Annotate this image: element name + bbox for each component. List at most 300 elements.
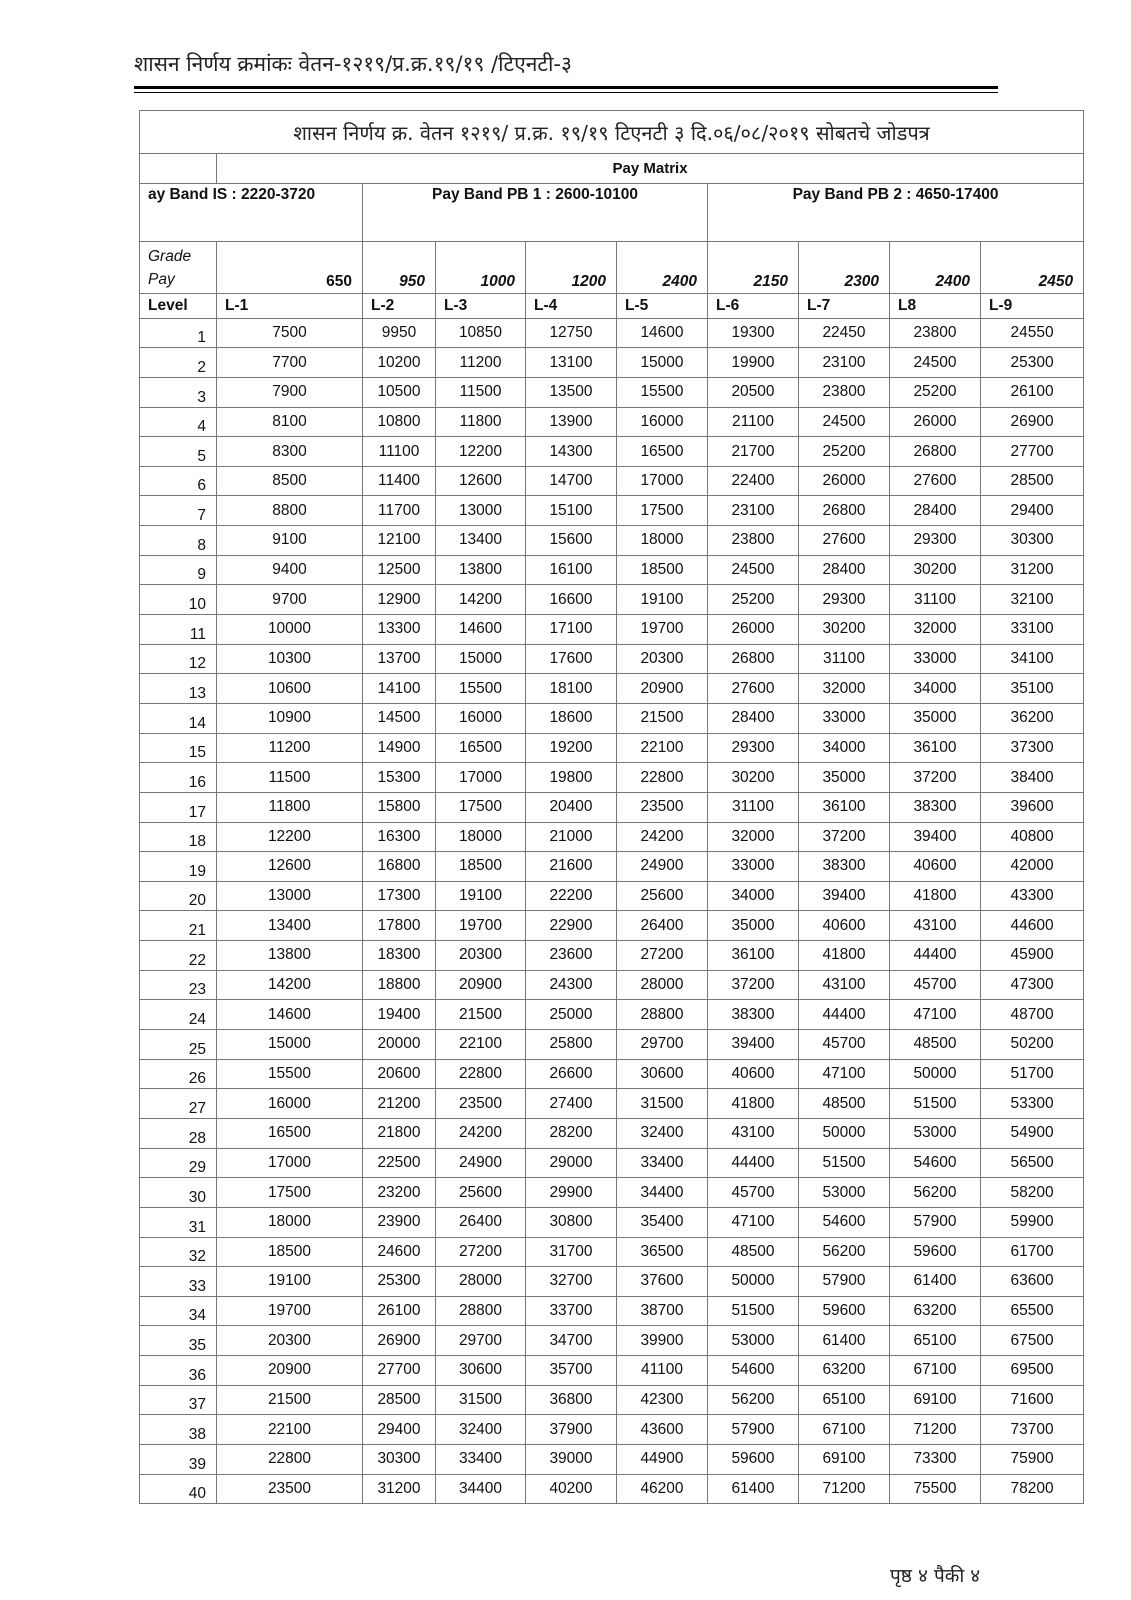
row-index-cell: 24: [140, 1000, 217, 1030]
table-row: [140, 1237, 1084, 1267]
pay-cell: 16000: [436, 703, 526, 733]
pay-cell: 20500: [708, 377, 799, 407]
pay-cell: 25200: [890, 377, 981, 407]
pay-cell: 41800: [799, 941, 890, 971]
pay-cell: 30600: [436, 1356, 526, 1386]
pay-cell: 25600: [617, 881, 708, 911]
pay-cell: 19400: [363, 1000, 436, 1030]
pay-cell: 29300: [890, 526, 981, 556]
pay-cell: 33000: [799, 703, 890, 733]
pay-cell: 15000: [436, 644, 526, 674]
pay-cell: 58200: [981, 1178, 1084, 1208]
pay-cell: 22800: [436, 1059, 526, 1089]
pay-cell: 19100: [436, 881, 526, 911]
pay-cell: 18800: [363, 970, 436, 1000]
pay-cell: 23600: [526, 941, 617, 971]
pay-cell: 26800: [799, 496, 890, 526]
table-row: [140, 615, 1084, 645]
grade-pay-cell: 2400: [890, 241, 981, 293]
pay-cell: 23100: [799, 348, 890, 378]
pay-cell: 23500: [217, 1474, 363, 1504]
table-row: [140, 1474, 1084, 1504]
pay-cell: 23900: [363, 1207, 436, 1237]
pay-cell: 15300: [363, 763, 436, 793]
pay-cell: 16500: [217, 1118, 363, 1148]
pay-cell: 65100: [799, 1385, 890, 1415]
pay-cell: 32000: [799, 674, 890, 704]
pay-cell: 54600: [708, 1356, 799, 1386]
pay-cell: 8300: [217, 437, 363, 467]
pay-cell: 27200: [436, 1237, 526, 1267]
pay-matrix-table: [139, 110, 1084, 1504]
table-row: [140, 348, 1084, 378]
table-row: [140, 585, 1084, 615]
pay-cell: 43600: [617, 1415, 708, 1445]
pay-cell: 51700: [981, 1059, 1084, 1089]
pay-cell: 15500: [217, 1059, 363, 1089]
pay-cell: 39600: [981, 792, 1084, 822]
pay-cell: 67500: [981, 1326, 1084, 1356]
pay-cell: 47300: [981, 970, 1084, 1000]
pay-cell: 36500: [617, 1237, 708, 1267]
pay-cell: 11500: [217, 763, 363, 793]
pay-cell: 69100: [799, 1444, 890, 1474]
row-index-cell: 16: [140, 763, 217, 793]
pay-cell: 39400: [708, 1030, 799, 1060]
pay-cell: 57900: [799, 1267, 890, 1297]
pay-cell: 19300: [708, 318, 799, 348]
pay-cell: 7700: [217, 348, 363, 378]
row-index-cell: 36: [140, 1356, 217, 1386]
pay-cell: 54600: [799, 1207, 890, 1237]
pay-cell: 73300: [890, 1444, 981, 1474]
row-index-cell: 23: [140, 970, 217, 1000]
row-index-cell: 5: [140, 437, 217, 467]
pay-cell: 61700: [981, 1237, 1084, 1267]
pay-cell: 56200: [890, 1178, 981, 1208]
pay-band-pb2: Pay Band PB 2 : 4650-17400: [708, 183, 1084, 241]
grade-pay-cell: 1200: [526, 241, 617, 293]
pay-cell: 34000: [890, 674, 981, 704]
pay-cell: 73700: [981, 1415, 1084, 1445]
pay-cell: 22800: [617, 763, 708, 793]
pay-cell: 32000: [890, 615, 981, 645]
pay-cell: 25200: [708, 585, 799, 615]
pay-cell: 17000: [617, 466, 708, 496]
row-index-cell: 34: [140, 1296, 217, 1326]
table-row: [140, 1178, 1084, 1208]
pay-cell: 56200: [799, 1237, 890, 1267]
row-index-cell: 6: [140, 466, 217, 496]
row-index-cell: 15: [140, 733, 217, 763]
pay-cell: 31500: [617, 1089, 708, 1119]
row-index-cell: 2: [140, 348, 217, 378]
page-number: पृष्ठ ४ पैकी ४: [890, 1565, 981, 1587]
pay-cell: 14700: [526, 466, 617, 496]
table-row: [140, 407, 1084, 437]
pay-cell: 10300: [217, 644, 363, 674]
grade-pay-cell: 2150: [708, 241, 799, 293]
pay-cell: 13900: [526, 407, 617, 437]
table-row: [140, 1444, 1084, 1474]
pay-cell: 37200: [708, 970, 799, 1000]
pay-cell: 48500: [890, 1030, 981, 1060]
table-row: [140, 1089, 1084, 1119]
pay-cell: 13800: [217, 941, 363, 971]
pay-cell: 14500: [363, 703, 436, 733]
pay-cell: 19100: [217, 1267, 363, 1297]
pay-cell: 23500: [617, 792, 708, 822]
pay-cell: 45700: [890, 970, 981, 1000]
pay-cell: 41800: [890, 881, 981, 911]
pay-cell: 45700: [799, 1030, 890, 1060]
pay-cell: 37300: [981, 733, 1084, 763]
pay-cell: 45900: [981, 941, 1084, 971]
pay-cell: 32400: [436, 1415, 526, 1445]
row-index-cell: 10: [140, 585, 217, 615]
pay-cell: 67100: [890, 1356, 981, 1386]
row-index-cell: 40: [140, 1474, 217, 1504]
table-row: [140, 1356, 1084, 1386]
row-index-cell: 11: [140, 615, 217, 645]
pay-cell: 53300: [981, 1089, 1084, 1119]
pay-cell: 21500: [217, 1385, 363, 1415]
row-index-cell: 17: [140, 792, 217, 822]
pay-cell: 24300: [526, 970, 617, 1000]
pay-cell: 57900: [890, 1207, 981, 1237]
table-row: [140, 1296, 1084, 1326]
pay-cell: 33400: [617, 1148, 708, 1178]
pay-cell: 16800: [363, 852, 436, 882]
pay-cell: 50200: [981, 1030, 1084, 1060]
pay-cell: 31200: [981, 555, 1084, 585]
pay-cell: 9100: [217, 526, 363, 556]
table-row: [140, 1207, 1084, 1237]
level-header-cell: L-5: [617, 293, 708, 318]
pay-cell: 26900: [363, 1326, 436, 1356]
grade-pay-cell: 950: [363, 241, 436, 293]
pay-cell: 24500: [890, 348, 981, 378]
pay-cell: 63200: [890, 1296, 981, 1326]
grade-pay-cell: 2450: [981, 241, 1084, 293]
table-row: [140, 941, 1084, 971]
pay-cell: 48500: [708, 1237, 799, 1267]
row-index-cell: 14: [140, 703, 217, 733]
pay-cell: 15800: [363, 792, 436, 822]
pay-cell: 16300: [363, 822, 436, 852]
pay-cell: 18000: [617, 526, 708, 556]
table-row: [140, 1267, 1084, 1297]
pay-cell: 18500: [217, 1237, 363, 1267]
pay-cell: 16500: [617, 437, 708, 467]
pay-cell: 16000: [617, 407, 708, 437]
pay-cell: 69500: [981, 1356, 1084, 1386]
pay-cell: 17500: [217, 1178, 363, 1208]
level-header-cell: L-2: [363, 293, 436, 318]
pay-cell: 46200: [617, 1474, 708, 1504]
row-index-cell: 37: [140, 1385, 217, 1415]
pay-cell: 32100: [981, 585, 1084, 615]
pay-cell: 40600: [890, 852, 981, 882]
pay-cell: 29000: [526, 1148, 617, 1178]
pay-cell: 21500: [617, 703, 708, 733]
level-header-cell: L8: [890, 293, 981, 318]
row-index-cell: 30: [140, 1178, 217, 1208]
row-index-cell: 38: [140, 1415, 217, 1445]
pay-cell: 12600: [436, 466, 526, 496]
pay-cell: 12600: [217, 852, 363, 882]
pay-cell: 71600: [981, 1385, 1084, 1415]
table-row: [140, 1059, 1084, 1089]
pay-cell: 17800: [363, 911, 436, 941]
pay-cell: 19900: [708, 348, 799, 378]
pay-cell: 22100: [617, 733, 708, 763]
row-index-cell: 8: [140, 526, 217, 556]
pay-cell: 31500: [436, 1385, 526, 1415]
pay-cell: 10500: [363, 377, 436, 407]
pay-cell: 8800: [217, 496, 363, 526]
pay-cell: 14600: [436, 615, 526, 645]
row-index-cell: 39: [140, 1444, 217, 1474]
pay-cell: 21600: [526, 852, 617, 882]
pay-cell: 48700: [981, 1000, 1084, 1030]
pay-cell: 30200: [708, 763, 799, 793]
pay-cell: 28400: [708, 703, 799, 733]
pay-cell: 40600: [708, 1059, 799, 1089]
pay-cell: 16100: [526, 555, 617, 585]
pay-cell: 44400: [708, 1148, 799, 1178]
pay-cell: 15600: [526, 526, 617, 556]
pay-cell: 11500: [436, 377, 526, 407]
pay-cell: 37600: [617, 1267, 708, 1297]
pay-cell: 18500: [436, 852, 526, 882]
table-row: [140, 852, 1084, 882]
pay-cell: 35400: [617, 1207, 708, 1237]
pay-cell: 24200: [617, 822, 708, 852]
header-rule-thin: [134, 92, 998, 93]
pay-cell: 63200: [799, 1356, 890, 1386]
pay-cell: 45700: [708, 1178, 799, 1208]
pay-cell: 26000: [890, 407, 981, 437]
pay-cell: 18000: [217, 1207, 363, 1237]
pay-cell: 67100: [799, 1415, 890, 1445]
pay-cell: 22900: [526, 911, 617, 941]
row-index-cell: 22: [140, 941, 217, 971]
pay-cell: 14600: [217, 1000, 363, 1030]
pay-cell: 21100: [708, 407, 799, 437]
pay-cell: 25600: [436, 1178, 526, 1208]
pay-cell: 27700: [363, 1356, 436, 1386]
pay-cell: 38400: [981, 763, 1084, 793]
level-header-cell: L-9: [981, 293, 1084, 318]
pay-cell: 78200: [981, 1474, 1084, 1504]
row-index-cell: 18: [140, 822, 217, 852]
table-row: [140, 496, 1084, 526]
pay-cell: 40200: [526, 1474, 617, 1504]
pay-cell: 13500: [526, 377, 617, 407]
pay-cell: 33100: [981, 615, 1084, 645]
pay-cell: 37200: [890, 763, 981, 793]
pay-cell: 20900: [217, 1356, 363, 1386]
pay-cell: 37200: [799, 822, 890, 852]
row-index-cell: 9: [140, 555, 217, 585]
pay-cell: 33400: [436, 1444, 526, 1474]
pay-cell: 25200: [799, 437, 890, 467]
pay-cell: 17500: [617, 496, 708, 526]
pay-cell: 13400: [436, 526, 526, 556]
row-index-cell: 13: [140, 674, 217, 704]
pay-cell: 23100: [708, 496, 799, 526]
row-index-cell: 32: [140, 1237, 217, 1267]
pay-cell: 71200: [890, 1415, 981, 1445]
pay-cell: 22450: [799, 318, 890, 348]
pay-cell: 28500: [981, 466, 1084, 496]
pay-cell: 47100: [890, 1000, 981, 1030]
table-row: [140, 911, 1084, 941]
pay-cell: 44600: [981, 911, 1084, 941]
pay-cell: 41800: [708, 1089, 799, 1119]
pay-cell: 43100: [708, 1118, 799, 1148]
row-index-cell: 27: [140, 1089, 217, 1119]
pay-cell: 28800: [436, 1296, 526, 1326]
table-row: [140, 466, 1084, 496]
pay-cell: 15500: [617, 377, 708, 407]
pay-cell: 13700: [363, 644, 436, 674]
pay-cell: 16600: [526, 585, 617, 615]
pay-cell: 13400: [217, 911, 363, 941]
pay-cell: 18000: [436, 822, 526, 852]
grade-pay-cell: 1000: [436, 241, 526, 293]
header-rule-thick: [134, 86, 998, 89]
table-row: [140, 377, 1084, 407]
pay-cell: 14600: [617, 318, 708, 348]
row-index-cell: 4: [140, 407, 217, 437]
row-index-cell: 31: [140, 1207, 217, 1237]
pay-cell: 51500: [708, 1296, 799, 1326]
pay-cell: 18600: [526, 703, 617, 733]
pay-cell: 17000: [217, 1148, 363, 1178]
pay-cell: 53000: [890, 1118, 981, 1148]
pay-cell: 20900: [436, 970, 526, 1000]
pay-cell: 29400: [363, 1415, 436, 1445]
pay-cell: 26600: [526, 1059, 617, 1089]
level-header-cell: L-4: [526, 293, 617, 318]
pay-cell: 15500: [436, 674, 526, 704]
level-header-cell: L-6: [708, 293, 799, 318]
pay-cell: 14100: [363, 674, 436, 704]
pay-cell: 39400: [799, 881, 890, 911]
pay-cell: 35000: [708, 911, 799, 941]
pay-cell: 13000: [217, 881, 363, 911]
pay-cell: 43100: [890, 911, 981, 941]
pay-cell: 28500: [363, 1385, 436, 1415]
table-row: [140, 822, 1084, 852]
pay-cell: 12100: [363, 526, 436, 556]
pay-cell: 19700: [617, 615, 708, 645]
pay-cell: 19700: [217, 1296, 363, 1326]
pay-cell: 56500: [981, 1148, 1084, 1178]
pay-cell: 25300: [363, 1267, 436, 1297]
row-index-cell: 19: [140, 852, 217, 882]
pay-cell: 34400: [436, 1474, 526, 1504]
pay-matrix-blank: [140, 154, 217, 184]
pay-cell: 24500: [799, 407, 890, 437]
pay-cell: 9700: [217, 585, 363, 615]
table-row: [140, 1030, 1084, 1060]
pay-cell: 39000: [526, 1444, 617, 1474]
grade-pay-label-line1: Grade: [148, 247, 192, 265]
pay-matrix-label: Pay Matrix: [217, 154, 1084, 184]
pay-cell: 29700: [436, 1326, 526, 1356]
pay-band-is: ay Band IS : 2220-3720: [140, 183, 363, 241]
pay-cell: 69100: [890, 1385, 981, 1415]
pay-cell: 30800: [526, 1207, 617, 1237]
pay-cell: 15000: [617, 348, 708, 378]
pay-cell: 9400: [217, 555, 363, 585]
table-row: [140, 733, 1084, 763]
pay-cell: 34400: [617, 1178, 708, 1208]
table-row: [140, 526, 1084, 556]
table-row: [140, 644, 1084, 674]
pay-cell: 32000: [708, 822, 799, 852]
pay-cell: 20300: [436, 941, 526, 971]
pay-cell: 12900: [363, 585, 436, 615]
pay-cell: 40600: [799, 911, 890, 941]
pay-cell: 13100: [526, 348, 617, 378]
pay-cell: 15000: [217, 1030, 363, 1060]
pay-cell: 26800: [708, 644, 799, 674]
pay-cell: 36200: [981, 703, 1084, 733]
table-row: [140, 970, 1084, 1000]
pay-cell: 35000: [890, 703, 981, 733]
pay-cell: 24500: [708, 555, 799, 585]
pay-cell: 65100: [890, 1326, 981, 1356]
pay-cell: 54900: [981, 1118, 1084, 1148]
table-row: [140, 1000, 1084, 1030]
pay-cell: 22400: [708, 466, 799, 496]
table-row: [140, 555, 1084, 585]
pay-cell: 29300: [708, 733, 799, 763]
pay-cell: 27200: [617, 941, 708, 971]
pay-cell: 28800: [617, 1000, 708, 1030]
row-index-cell: 28: [140, 1118, 217, 1148]
table-row: [140, 792, 1084, 822]
pay-cell: 13000: [436, 496, 526, 526]
table-row: [140, 318, 1084, 348]
pay-cell: 28400: [890, 496, 981, 526]
pay-cell: 26400: [436, 1207, 526, 1237]
pay-cell: 51500: [799, 1148, 890, 1178]
pay-cell: 11200: [217, 733, 363, 763]
pay-cell: 34000: [708, 881, 799, 911]
pay-cell: 20300: [617, 644, 708, 674]
pay-cell: 30200: [890, 555, 981, 585]
pay-cell: 25000: [526, 1000, 617, 1030]
pay-cell: 40800: [981, 822, 1084, 852]
pay-cell: 8500: [217, 466, 363, 496]
pay-cell: 12200: [436, 437, 526, 467]
pay-cell: 21700: [708, 437, 799, 467]
pay-cell: 22200: [526, 881, 617, 911]
grade-pay-label-line2: Pay: [148, 270, 175, 288]
pay-cell: 22100: [217, 1415, 363, 1445]
pay-cell: 61400: [708, 1474, 799, 1504]
pay-cell: 57900: [708, 1415, 799, 1445]
pay-cell: 31700: [526, 1237, 617, 1267]
row-index-cell: 29: [140, 1148, 217, 1178]
pay-cell: 30300: [363, 1444, 436, 1474]
pay-cell: 29300: [799, 585, 890, 615]
